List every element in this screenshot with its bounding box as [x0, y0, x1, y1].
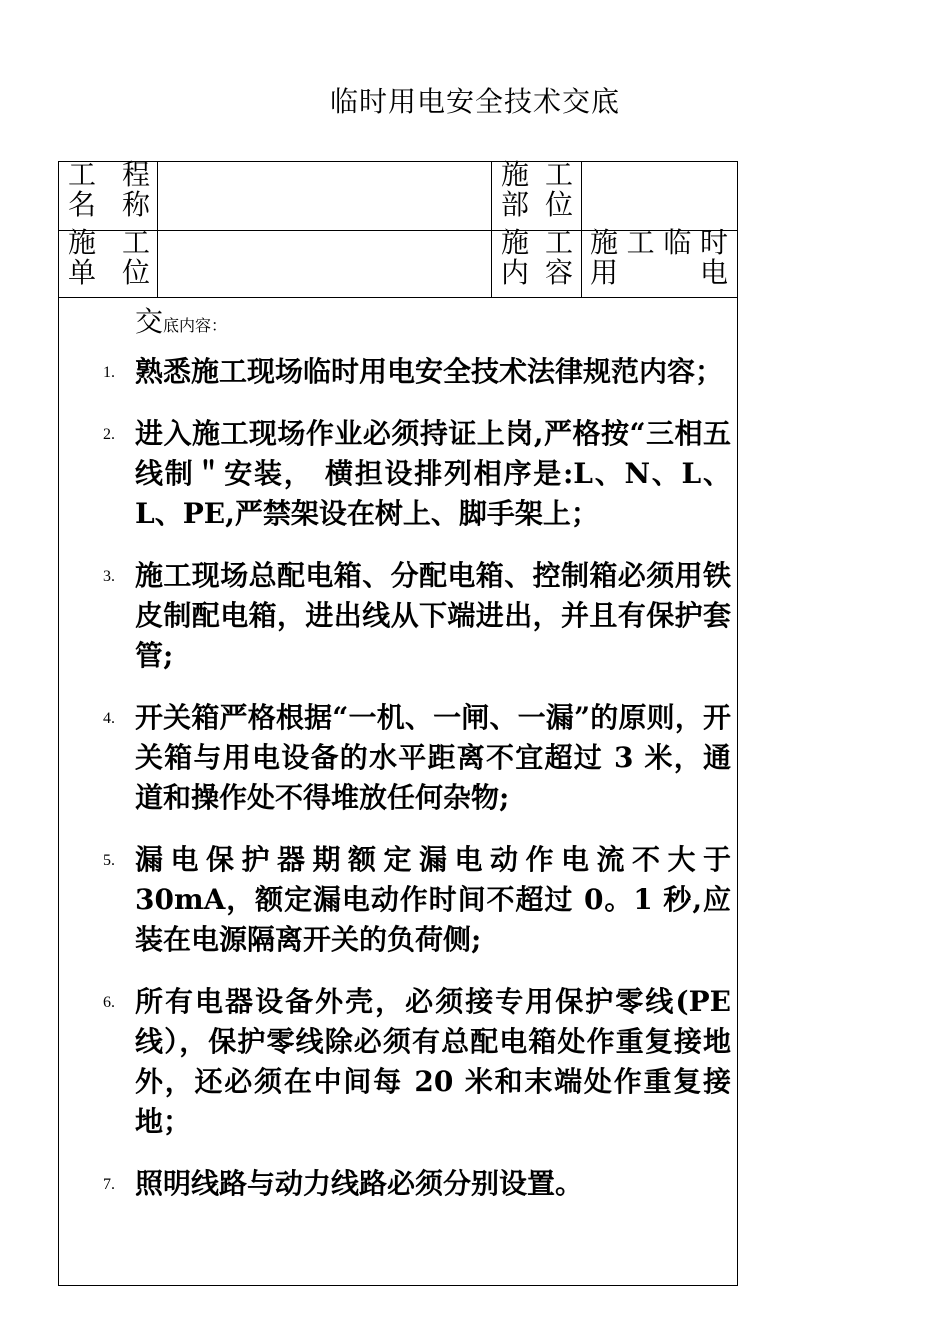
- col-divider-3: [581, 162, 582, 297]
- briefing-intro-big: 交: [135, 305, 164, 338]
- briefing-intro-small: 底内容：: [163, 316, 228, 335]
- list-item: [103, 1164, 733, 1204]
- list-item-text: 照明线路与动力线路必须分别设置。: [135, 1167, 584, 1200]
- list-item-number: 7.: [103, 1176, 115, 1193]
- list-item: [103, 982, 733, 1142]
- list-item-text: 所有电器设备外壳，必须接专用保护零线(PE 线），保护零线除必须有总配电箱处作重复接地外，还必须在中间每 20 米和末端处作重复接地；: [135, 985, 731, 1138]
- construction-unit-value: [167, 234, 485, 294]
- list-item: [103, 698, 733, 818]
- project-name-value: [167, 166, 485, 226]
- list-item-text: 熟悉施工现场临时用电安全技术法律规范内容；: [135, 355, 724, 388]
- construction-content-label: 施 工 内容: [501, 228, 573, 289]
- construction-part-label: 施 工 部位: [501, 160, 573, 221]
- project-name-label: 工 程 名称: [68, 160, 150, 221]
- list-item-number: 3.: [103, 568, 115, 585]
- list-item: [103, 352, 733, 392]
- construction-unit-label: 施 工 单位: [68, 228, 150, 289]
- list-item-number: 1.: [103, 364, 115, 381]
- document-title: 临时用电安全技术交底: [329, 85, 620, 118]
- list-item-text: 进入施工现场作业必须持证上岗,严格按“三相五线制＂安装， 横担设排列相序是:L、N、L、L、PE,严禁架设在树上、脚手架上；: [135, 417, 731, 530]
- safety-briefing-table: [58, 161, 738, 1286]
- construction-part-value: [591, 166, 731, 226]
- construction-content-value: 施工临时用电: [590, 228, 728, 289]
- list-item-text: 开关箱严格根据“一机、一闸、一漏”的原则，开关箱与用电设备的水平距离不宜超过 3 米，通道和操作处不得堆放任何杂物;: [135, 701, 731, 814]
- col-divider-2: [491, 162, 492, 297]
- list-item-number: 2.: [103, 426, 115, 443]
- list-item-number: 5.: [103, 852, 115, 869]
- list-item-number: 4.: [103, 710, 115, 727]
- list-item: [103, 414, 733, 534]
- list-item: [103, 840, 733, 960]
- list-item-number: 6.: [103, 994, 115, 1011]
- briefing-intro: [135, 304, 227, 344]
- row-divider-2: [59, 297, 737, 298]
- col-divider-1: [157, 162, 158, 297]
- list-item-text: 施工现场总配电箱、分配电箱、控制箱必须用铁皮制配电箱，进出线从下端进出，并且有保护套管;: [135, 559, 731, 672]
- list-item-text: 漏电保护器期额定漏电动作电流不大于 30mA，额定漏电动作时间不超过 0。1 秒,应装在电源隔离开关的负荷侧;: [135, 843, 731, 956]
- briefing-list: [103, 352, 733, 1226]
- list-item: [103, 556, 733, 676]
